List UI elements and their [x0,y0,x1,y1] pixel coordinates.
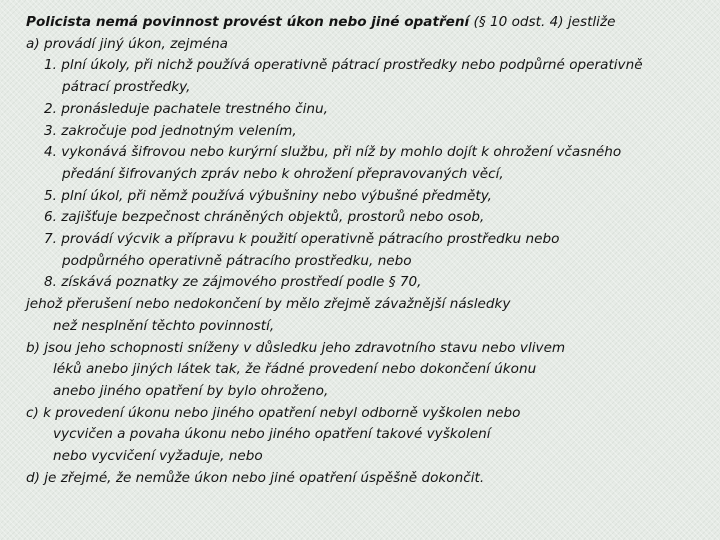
subitem-1-continuation: pátrací prostředky, [62,79,191,96]
subitem-5: 5. plní úkol, při němž používá výbušniny nebo výbušné předměty, [44,187,493,204]
heading-bold: Policista nemá povinnost provést úkon nebo jiné opatření [26,14,470,30]
subitem-1: 1. plní úkoly, při nichž používá operativně pátrací prostředky nebo podpůrné operativně [44,57,643,74]
item-d: d) je zřejmé, že nemůže úkon nebo jiné opatření úspěšně dokončit. [26,469,485,486]
subitem-6: 6. zajišťuje bezpečnost chráněných objektů, prostorů nebo osob, [44,209,485,226]
subitem-7: 7. provádí výcvik a přípravu k použití operativně pátracího prostředku nebo [44,231,560,248]
item-b: b) jsou jeho schopnosti sníženy v důsledku jeho zdravotního stavu nebo vlivem [26,339,566,356]
heading-reference: (§ 10 odst. 4) jestliže [469,14,616,30]
item-a-closing: jehož přerušení nebo nedokončení by mělo zřejmě závažnější následky [26,296,511,313]
subitem-7-continuation: podpůrného operativně pátracího prostředku, nebo [62,252,412,269]
heading-line [26,12,710,34]
item-c: c) k provedení úkonu nebo jiného opatření nebyl odborně vyškolen nebo [26,404,521,421]
subitem-4-continuation: předání šifrovaných zpráv nebo k ohrožení přepravovaných věcí, [62,165,504,182]
subitem-4: 4. vykonává šifrovou nebo kurýrní službu, při níž by mohlo dojít k ohrožení včasného [44,144,622,161]
item-a: a) provádí jiný úkon, zejména [26,35,229,52]
subitem-3: 3. zakročuje pod jednotným velením, [44,122,297,139]
subitem-8: 8. získává poznatky ze zájmového prostředí podle § 70, [44,274,422,291]
subitem-2: 2. pronásleduje pachatele trestného činu, [44,100,328,117]
item-b-continuation-2: anebo jiného opatření by bylo ohroženo, [53,382,329,399]
item-a-closing-continuation: než nesplnění těchto povinností, [53,317,275,334]
item-c-continuation-2: nebo vycvičení vyžaduje, nebo [53,448,263,465]
item-c-continuation-1: vycvičen a povaha úkonu nebo jiného opatření takové vyškolení [53,426,491,443]
item-b-continuation-1: léků anebo jiných látek tak, že řádné provedení nebo dokončení úkonu [53,361,537,378]
